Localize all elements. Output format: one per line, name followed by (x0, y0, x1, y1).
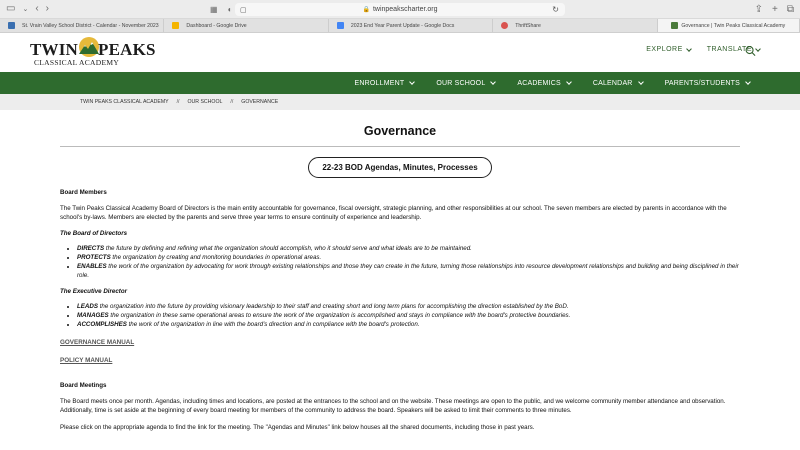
governance-manual-link[interactable]: GOVERNANCE MANUAL (60, 339, 135, 346)
chevron-down-icon (566, 79, 572, 85)
page-icon: ▢ (240, 6, 247, 14)
duty-text: the work of the organization in line with the board's direction and in compliance with the board's protection. (126, 321, 420, 328)
main-nav (0, 72, 800, 94)
duty-text: the organization by creating and monitoring boundaries in operational areas. (110, 254, 322, 261)
chevron-down-icon (638, 79, 644, 85)
chevron-down-icon (686, 46, 692, 52)
board-members-heading: Board Members (60, 189, 107, 196)
logo-text-twin: TWIN (30, 40, 79, 59)
share-icon[interactable]: ⇪ (754, 3, 764, 15)
breadcrumb (0, 94, 800, 110)
board-meetings-text: The Board meets once per month. Agendas, including times and locations, are posted at the entrances to the school and on the website. These meetings are open to the public, and we welcome community member attendance and observation. Additionally, time is set aside at the beginning of every board meeting for members of the community to address the board. Speakers will be asked to limit their comments to three minutes. (60, 398, 726, 414)
page-title: Governance (363, 124, 437, 138)
duty-text: the organization into the future by providing visionary leadership to their staff and creating short and long term plans for accomplishing the direction established by the BoD. (97, 303, 569, 310)
nav-calendar[interactable] (593, 80, 643, 87)
new-tab-icon[interactable]: + (772, 3, 778, 15)
title-divider (60, 146, 740, 147)
nav-label: CALENDAR (592, 79, 633, 87)
logo-text-peaks: PEAKS (98, 40, 156, 59)
breadcrumb-our-school-link[interactable]: OUR SCHOOL (187, 99, 223, 105)
browser-toolbar (0, 0, 800, 19)
nav-enrollment[interactable] (355, 80, 415, 87)
refresh-icon[interactable]: ↻ (552, 5, 559, 14)
tab-favicon (8, 22, 15, 29)
logo-subtitle: CLASSICAL ACADEMY (34, 58, 120, 67)
duty-text: the work of the organization by advocating for work through existing relationships and those they can create in the future, turning those relationships into resource development relationships and building and being disciplined in their role. (77, 263, 739, 279)
chevron-down-icon (755, 46, 761, 52)
board-members-text: The Twin Peaks Classical Academy Board of Directors is the main entity accountable for governance, fiscal oversight, strategic planning, and other responsibilities at our school. The seven members are elected by parents in accordance with the school's by-laws. Members are elected by the parents and serve three year terms to ensure continuity of experience and leadership. (60, 205, 727, 221)
chevron-down-icon (745, 79, 751, 85)
nav-parents-students[interactable] (665, 80, 750, 87)
executive-director-heading: The Executive Director (60, 288, 128, 295)
list-item (77, 262, 740, 280)
tab-strip (0, 19, 800, 33)
tab-favicon (501, 22, 508, 29)
tab-title: St. Vrain Valley School District - Calendar - November 2023 (22, 22, 159, 29)
tab-favicon (337, 22, 344, 29)
breadcrumb-current: GOVERNANCE (241, 99, 279, 105)
nav-label: OUR SCHOOL (436, 79, 486, 87)
tab-title: Governance | Twin Peaks Classical Academy (681, 22, 786, 29)
breadcrumb-separator: // (230, 99, 234, 105)
explore-label: EXPLORE (646, 46, 683, 53)
tab-title: Dashboard - Google Drive (186, 22, 247, 29)
chevron-down-icon (410, 79, 416, 85)
board-duties-list (60, 244, 740, 280)
chevron-down-icon[interactable]: ⌄ (22, 5, 29, 13)
address-text: twinpeakscharter.org (372, 6, 438, 13)
browser-tab[interactable] (164, 19, 328, 32)
search-icon[interactable] (745, 45, 756, 57)
browser-tab[interactable] (493, 19, 657, 32)
sidebar-toggle-icon[interactable]: ▭ (6, 3, 16, 14)
lock-icon: 🔒 (362, 7, 370, 13)
utility-nav (646, 46, 760, 53)
nav-label: PARENTS/STUDENTS (664, 79, 740, 87)
board-meetings-heading: Board Meetings (60, 382, 107, 389)
forward-icon[interactable]: › (45, 3, 50, 14)
tab-title: 2023 End Year Parent Update - Google Docs (350, 22, 455, 29)
main-content (0, 124, 800, 432)
duty-text: the future by defining and refining what the organization should accomplish, who it should serve and what ideals are to be maintained. (104, 245, 472, 252)
browser-tab-active[interactable] (658, 19, 800, 32)
browser-tab[interactable] (0, 19, 164, 32)
tab-grid-icon[interactable]: ⧉ (786, 3, 794, 15)
list-item (77, 320, 740, 329)
breadcrumb-home-link[interactable]: TWIN PEAKS CLASSICAL ACADEMY (80, 99, 169, 105)
school-logo[interactable] (30, 36, 156, 70)
bod-agendas-button[interactable]: 22-23 BOD Agendas, Minutes, Processes (308, 157, 491, 178)
list-item (77, 311, 740, 320)
list-item (77, 302, 740, 311)
tab-favicon (671, 22, 678, 29)
tab-overview-icon[interactable]: ▦ (210, 4, 218, 14)
duty-keyword: DIRECTS (77, 245, 105, 252)
list-item (77, 244, 740, 253)
tab-title: ThriftShare (515, 22, 541, 29)
agenda-instruction-text: Please click on the appropriate agenda to find the link for the meeting. The "Agendas and Minutes" link below houses all the shared documents, including those in past years. (60, 424, 535, 431)
duty-keyword: ENABLES (77, 263, 107, 270)
breadcrumb-separator: // (176, 99, 180, 105)
site-header (0, 33, 800, 72)
back-icon[interactable]: ‹ (35, 3, 39, 14)
browser-tab[interactable] (329, 19, 493, 32)
executive-duties-list (60, 302, 740, 329)
address-bar[interactable] (235, 3, 565, 16)
chevron-down-icon (491, 79, 497, 85)
nav-our-school[interactable] (436, 80, 495, 87)
nav-academics[interactable] (517, 80, 570, 87)
explore-menu[interactable] (646, 46, 691, 53)
policy-manual-link[interactable]: POLICY MANUAL (60, 357, 113, 364)
board-of-directors-heading: The Board of Directors (60, 230, 128, 237)
tab-favicon (172, 22, 179, 29)
duty-keyword: LEADS (77, 303, 98, 310)
privacy-shield-icon[interactable]: ◐ (227, 4, 233, 14)
nav-label: ACADEMICS (517, 79, 561, 87)
duty-keyword: MANAGES (77, 312, 109, 319)
duty-keyword: ACCOMPLISHES (77, 321, 127, 328)
nav-label: ENROLLMENT (354, 79, 405, 87)
list-item (77, 253, 740, 262)
mountain-logo-icon (78, 36, 100, 58)
translate-label: TRANSLATE (706, 46, 752, 53)
duty-keyword: PROTECTS (77, 254, 111, 261)
duty-text: the organization in these same operational areas to ensure the work of the organization is accomplished and stays in compliance with the board's protective boundaries. (108, 312, 571, 319)
